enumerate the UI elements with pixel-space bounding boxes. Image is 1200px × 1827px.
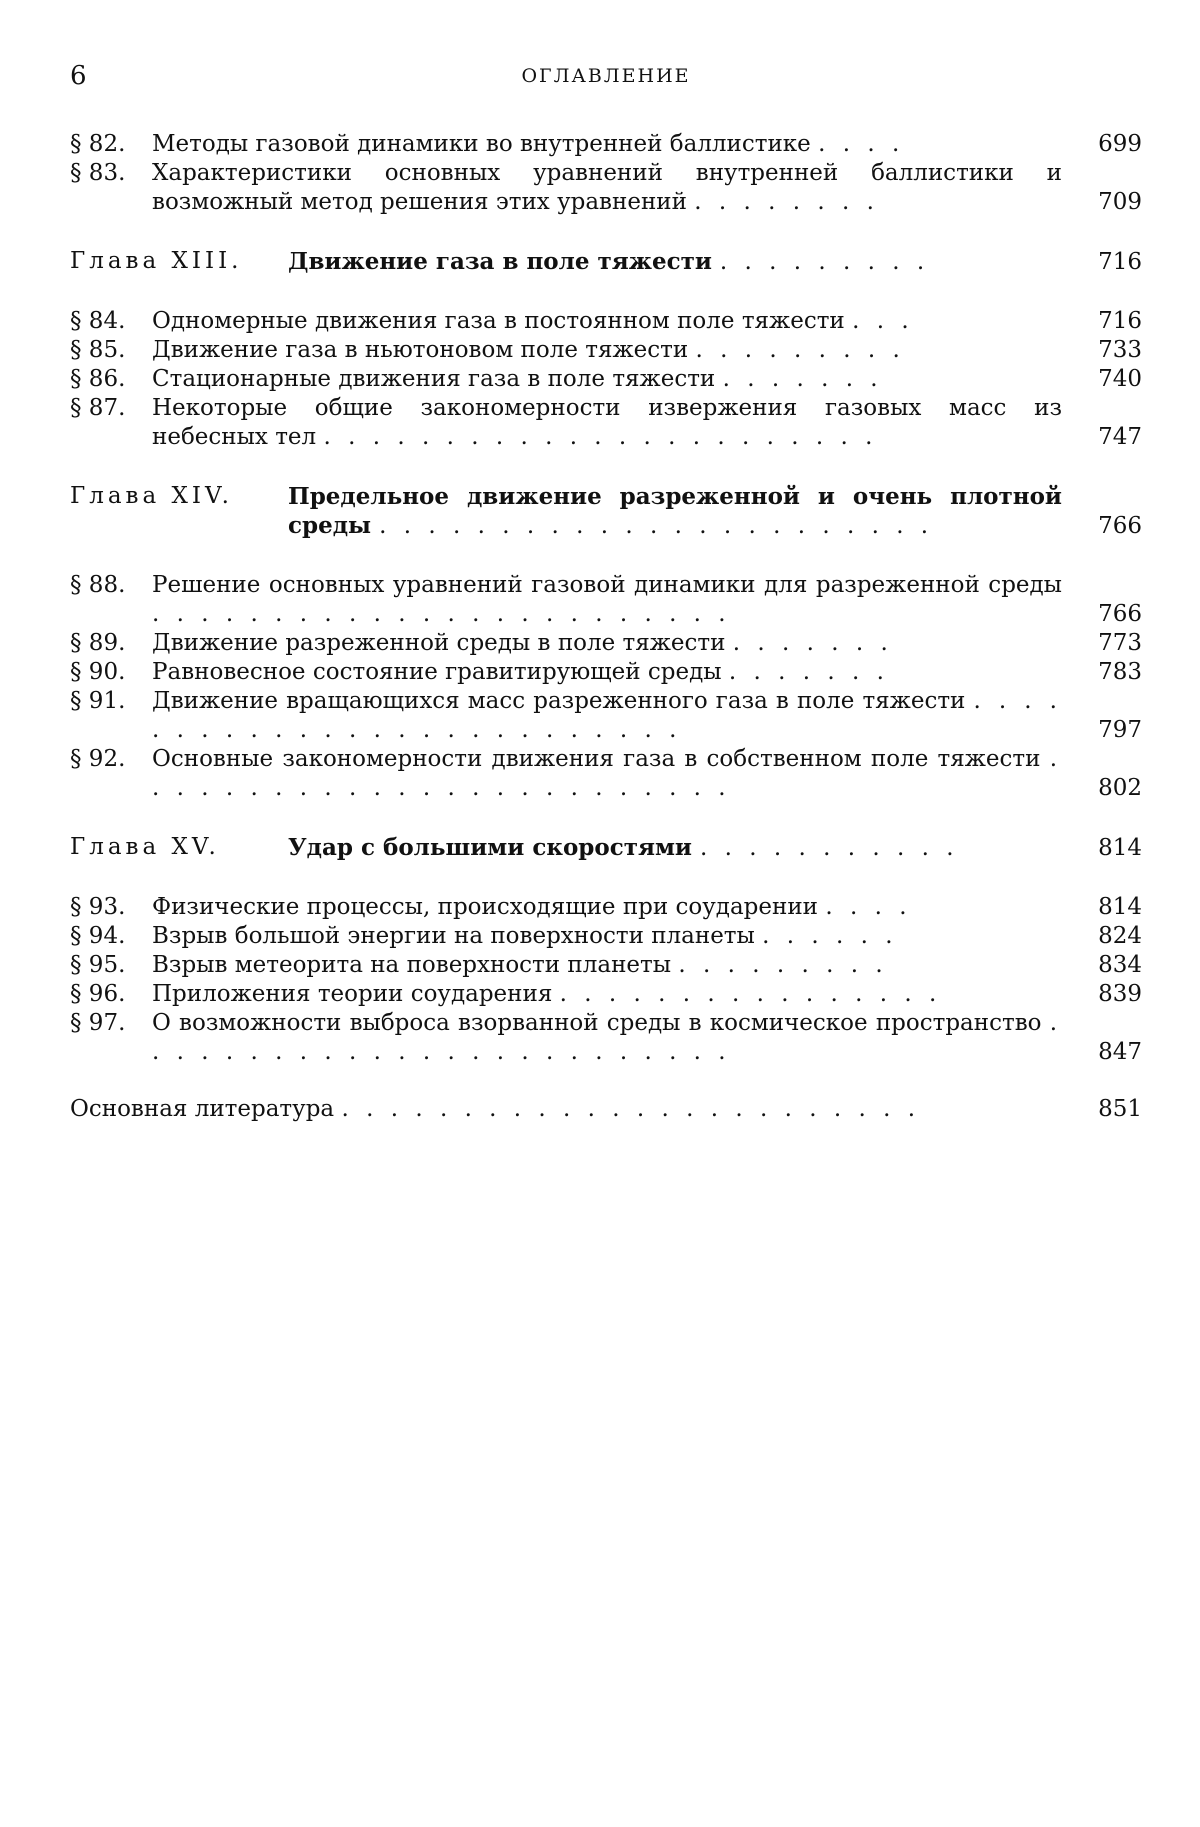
- chapter-title: Предельное движение разреженной и очень плотной среды: [288, 483, 1062, 539]
- dot-leader: . . . . . . . . . . . . . . . . . . . . . . . . . .: [152, 688, 1062, 743]
- chapter-title-line: [288, 482, 1062, 541]
- dot-leader: . . .: [852, 308, 914, 334]
- section-number: § 90.: [70, 659, 126, 685]
- section-title-line: [152, 365, 1062, 394]
- section-number: § 82.: [70, 131, 126, 157]
- section-title-line: [152, 629, 1062, 658]
- section-title-line: [152, 1009, 1062, 1067]
- toc-section-entry: [70, 394, 1142, 452]
- toc-section-entry: [70, 893, 1142, 922]
- section-page-number: 847: [1098, 1039, 1142, 1065]
- section-title: Движение разреженной среды в поле тяжести: [152, 630, 726, 656]
- section-title: Физические процессы, происходящие при соударении: [152, 894, 819, 920]
- section-title-line: [152, 571, 1062, 629]
- toc-section-entry: [70, 307, 1142, 336]
- section-title: Характеристики основных уравнений внутренней баллистики и возможный метод решения этих уравнений: [152, 160, 1062, 215]
- dot-leader: . . . . . . . . . . . . . . . . . . . . . . .: [379, 513, 934, 539]
- chapter-label: Глава XIII.: [70, 248, 243, 274]
- dot-leader: . . . . . . . . . . . . . . . .: [559, 981, 942, 1007]
- dot-leader: . . . . . . . . . . . . . . . . . . . . . . . .: [152, 601, 731, 627]
- running-title: ОГЛАВЛЕНИЕ: [521, 65, 691, 87]
- toc-literature-entry: [70, 1095, 1142, 1124]
- chapter-label: Глава XIV.: [70, 483, 233, 509]
- section-page-number: 709: [1098, 189, 1142, 215]
- section-title-line: [152, 687, 1062, 745]
- toc-chapter-entry: [70, 482, 1142, 541]
- toc-section-entry: [70, 658, 1142, 687]
- section-title: Взрыв метеорита на поверхности планеты: [152, 952, 672, 978]
- section-title: Стационарные движения газа в поле тяжести: [152, 366, 716, 392]
- literature-line: [70, 1095, 1062, 1124]
- section-number: § 83.: [70, 160, 126, 186]
- section-title: Некоторые общие закономерности извержения газовых масс из небесных тел: [152, 395, 1062, 450]
- dot-leader: . . . . . . . .: [694, 189, 879, 215]
- toc-section-entry: [70, 922, 1142, 951]
- section-page-number: 824: [1098, 923, 1142, 949]
- toc-section-entry: [70, 951, 1142, 980]
- section-page-number: 839: [1098, 981, 1142, 1007]
- section-title-line: [152, 307, 1062, 336]
- toc-chapter-entry: [70, 247, 1142, 277]
- toc-section-entry: [70, 159, 1142, 217]
- section-number: § 95.: [70, 952, 126, 978]
- section-title: Равновесное состояние гравитирующей среды: [152, 659, 722, 685]
- section-title: О возможности выброса взорванной среды в космическое пространство: [152, 1010, 1042, 1036]
- section-number: § 86.: [70, 366, 126, 392]
- dot-leader: . . . . . . .: [732, 630, 893, 656]
- section-title-line: [152, 951, 1062, 980]
- chapter-title: Движение газа в поле тяжести: [288, 248, 712, 275]
- section-page-number: 814: [1098, 894, 1142, 920]
- section-title-line: [152, 745, 1062, 803]
- toc-page: [70, 56, 1142, 1124]
- toc-section-entry: [70, 365, 1142, 394]
- toc-section-entry: [70, 336, 1142, 365]
- toc-section-entry: [70, 745, 1142, 803]
- toc-chapter-entry: [70, 833, 1142, 863]
- dot-leader: . . . .: [818, 131, 905, 157]
- dot-leader: . . . . . . . . . . . . . . . . . . . . . . .: [323, 424, 878, 450]
- section-page-number: 733: [1098, 337, 1142, 363]
- section-title-line: [152, 922, 1062, 951]
- section-title-line: [152, 980, 1062, 1009]
- section-page-number: 766: [1098, 601, 1142, 627]
- dot-leader: . . . . . .: [762, 923, 898, 949]
- dot-leader: . . . . . . . . .: [719, 249, 930, 275]
- section-title-line: [152, 893, 1062, 922]
- dot-leader: . . . . . . . . . . . . . . . . . . . . . . . . .: [152, 746, 1063, 801]
- section-number: § 94.: [70, 923, 126, 949]
- page-header: [70, 56, 1142, 96]
- dot-leader: . . . . . . . . . . . . . . . . . . . . . . . .: [341, 1096, 921, 1122]
- chapter-title-line: [288, 247, 1062, 277]
- chapter-title-line: [288, 833, 1062, 863]
- section-title-line: [152, 336, 1062, 365]
- section-title: Взрыв большой энергии на поверхности планеты: [152, 923, 755, 949]
- literature-page-number: 851: [1098, 1096, 1142, 1122]
- section-title-line: [152, 658, 1062, 687]
- chapter-page-number: 716: [1098, 249, 1142, 275]
- section-page-number: 747: [1098, 424, 1142, 450]
- section-page-number: 802: [1098, 775, 1142, 801]
- chapter-label: Глава XV.: [70, 834, 220, 860]
- section-page-number: 740: [1098, 366, 1142, 392]
- section-number: § 91.: [70, 688, 126, 714]
- section-number: § 84.: [70, 308, 126, 334]
- section-title: Движение газа в ньютоновом поле тяжести: [152, 337, 689, 363]
- section-title-line: [152, 130, 1062, 159]
- section-title: Основные закономерности движения газа в собственном поле тяжести: [152, 746, 1041, 772]
- section-page-number: 834: [1098, 952, 1142, 978]
- section-title: Решение основных уравнений газовой динамики для разреженной среды: [152, 572, 1062, 598]
- section-title-line: [152, 159, 1062, 217]
- section-page-number: 716: [1098, 308, 1142, 334]
- dot-leader: . . . . . . . . .: [678, 952, 888, 978]
- toc-section-entry: [70, 571, 1142, 629]
- toc-section-entry: [70, 629, 1142, 658]
- section-title: Приложения теории соударения: [152, 981, 553, 1007]
- chapter-page-number: 766: [1098, 513, 1142, 539]
- toc-section-entry: [70, 980, 1142, 1009]
- section-number: § 97.: [70, 1010, 126, 1036]
- section-page-number: 797: [1098, 717, 1142, 743]
- section-page-number: 699: [1098, 131, 1142, 157]
- dot-leader: . . . . . . . . . . . . . . . . . . . . . . . . .: [152, 1010, 1062, 1065]
- section-page-number: 773: [1098, 630, 1142, 656]
- section-title: Одномерные движения газа в постоянном поле тяжести: [152, 308, 845, 334]
- section-number: § 96.: [70, 981, 126, 1007]
- chapter-page-number: 814: [1098, 835, 1142, 861]
- dot-leader: . . . .: [825, 894, 912, 920]
- dot-leader: . . . . . . . . .: [695, 337, 905, 363]
- literature-title: Основная литература: [70, 1096, 335, 1122]
- toc-section-entry: [70, 130, 1142, 159]
- page-number: 6: [70, 61, 87, 91]
- section-number: § 87.: [70, 395, 126, 421]
- section-number: § 88.: [70, 572, 126, 598]
- chapter-title: Удар с большими скоростями: [288, 834, 692, 861]
- section-number: § 89.: [70, 630, 126, 656]
- section-title: Методы газовой динамики во внутренней баллистике: [152, 131, 811, 157]
- dot-leader: . . . . . . .: [722, 366, 883, 392]
- section-title-line: [152, 394, 1062, 452]
- dot-leader: . . . . . . . . . . .: [700, 835, 959, 861]
- section-number: § 92.: [70, 746, 126, 772]
- toc-section-entry: [70, 687, 1142, 745]
- toc-section-entry: [70, 1009, 1142, 1067]
- section-number: § 93.: [70, 894, 126, 920]
- section-title: Движение вращающихся масс разреженного газа в поле тяжести: [152, 688, 966, 714]
- table-of-contents: [70, 130, 1142, 1124]
- dot-leader: . . . . . . .: [728, 659, 889, 685]
- section-number: § 85.: [70, 337, 126, 363]
- section-page-number: 783: [1098, 659, 1142, 685]
